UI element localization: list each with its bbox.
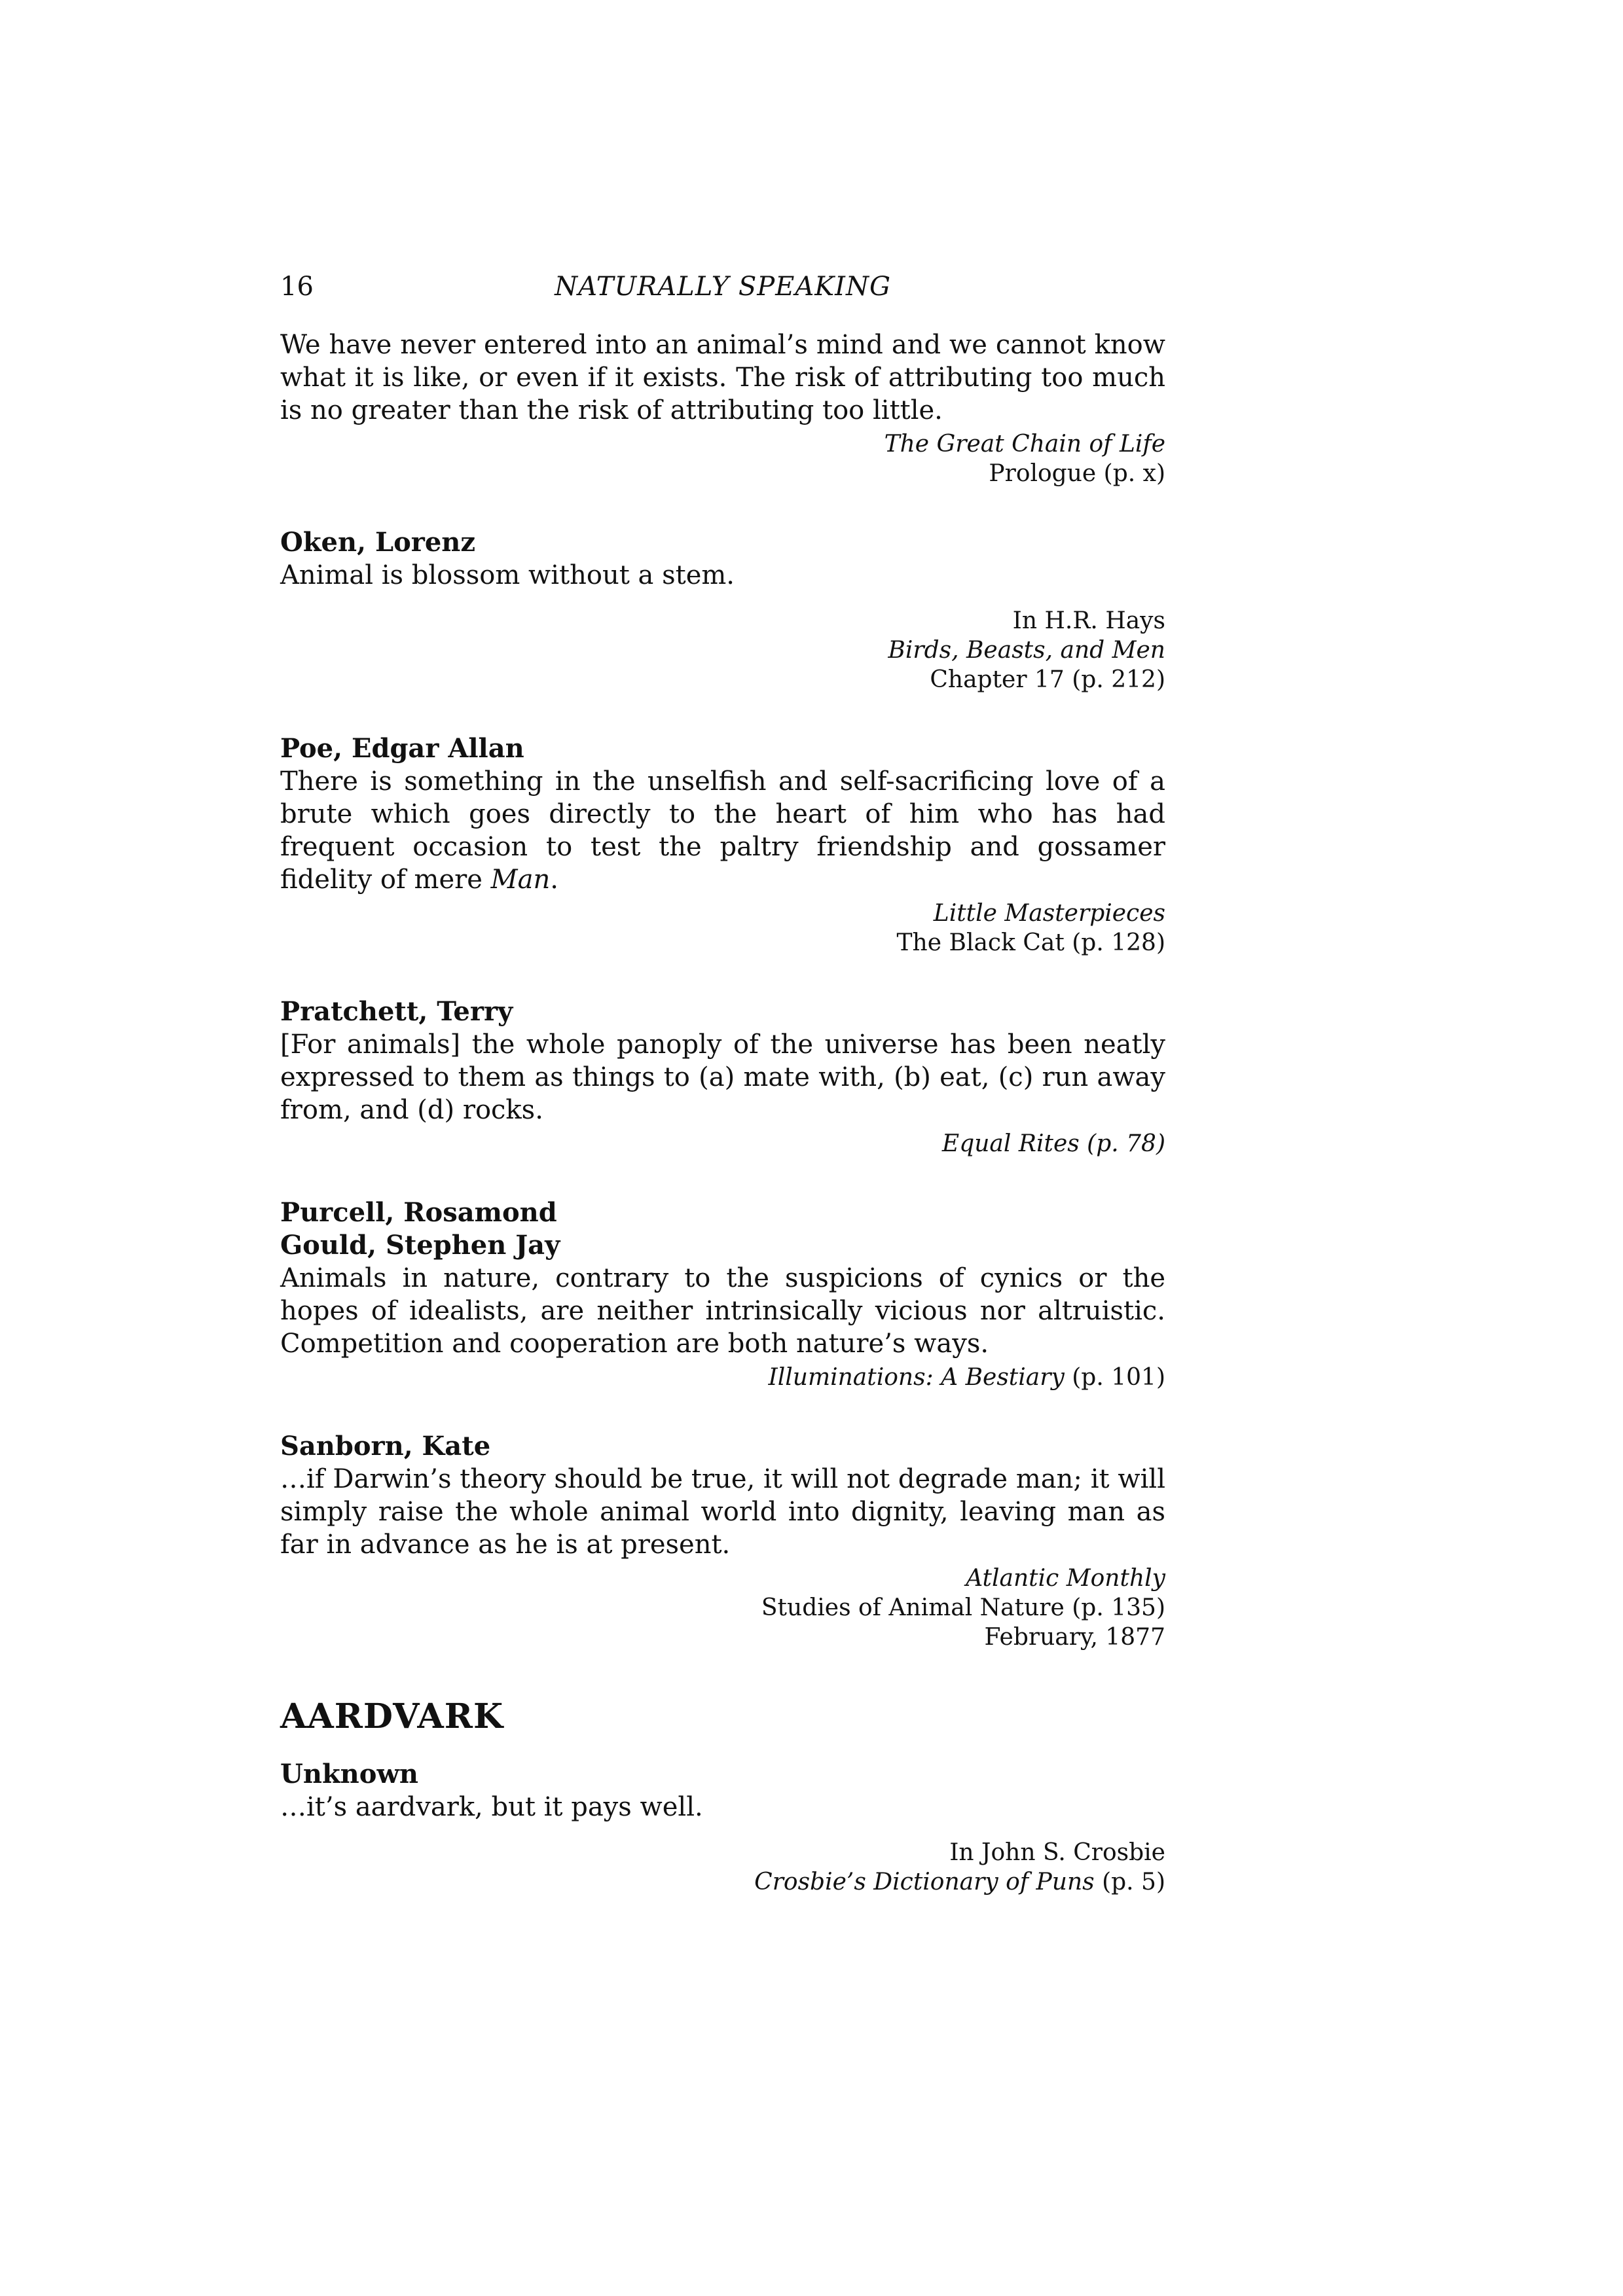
quote-entry — [280, 732, 1165, 958]
citation-detail: Chapter 17 (p. 212) — [930, 666, 1165, 693]
quote-text — [280, 765, 1165, 896]
quote-text: …it’s aardvark, but it pays well. — [280, 1792, 703, 1822]
quote-text: [For animals] the whole panoply of the universe has been neatly expressed to them as things to (a) mate with, (b) eat, (c) run away from, and (d) rocks. — [280, 1030, 1165, 1125]
quote-entry — [280, 526, 1165, 694]
citation — [280, 1363, 1165, 1392]
author-name: Unknown — [280, 1759, 418, 1789]
citation — [280, 606, 1165, 694]
quote-text-part: There is something in the unselfish and self-sacrificing love of a brute which goes directly to the heart of him who has had frequent occasion to test the paltry friendship and gossamer fidelity of mere — [280, 766, 1165, 895]
quote-entry — [280, 1430, 1165, 1652]
citation-title: The Great Chain of Life — [884, 431, 1165, 457]
page-content — [280, 329, 1165, 1897]
quote-entry — [280, 1196, 1165, 1392]
running-title: NATURALLY SPEAKING — [555, 272, 891, 302]
quote-emphasis: Man — [490, 865, 551, 895]
quote-text: We have never entered into an animal’s mind and we cannot know what it is like, or even if it exists. The risk of attributing too much is no greater than the risk of attributing too little. — [280, 330, 1165, 425]
quote-entry — [280, 996, 1165, 1158]
author-name: Poe, Edgar Allan — [280, 733, 524, 764]
coauthor-name: Gould, Stephen Jay — [280, 1230, 560, 1261]
citation-title: Illuminations: A Bestiary — [768, 1364, 1065, 1391]
running-header — [280, 267, 1165, 306]
author-name: Sanborn, Kate — [280, 1431, 491, 1462]
author-name: Purcell, Rosamond — [280, 1197, 557, 1228]
citation-in: In John S. Crosbie — [949, 1839, 1165, 1866]
quote-text-end: . — [550, 865, 558, 895]
citation-date: February, 1877 — [984, 1624, 1165, 1651]
intro-entry — [280, 329, 1165, 488]
citation-title: Crosbie’s Dictionary of Puns — [754, 1869, 1095, 1895]
citation-title: Atlantic Monthly — [966, 1565, 1165, 1592]
citation-detail: (p. 101) — [1064, 1364, 1165, 1391]
quote-text: Animal is blossom without a stem. — [280, 560, 735, 590]
quote-entry — [280, 1758, 1165, 1897]
citation-detail: Studies of Animal Nature (p. 135) — [761, 1594, 1165, 1621]
citation — [280, 1838, 1165, 1897]
page-number: 16 — [280, 272, 314, 302]
citation — [280, 899, 1165, 958]
citation-title: Little Masterpieces — [933, 900, 1165, 927]
citation-title: Equal Rites (p. 78) — [941, 1130, 1165, 1157]
quote-text: Animals in nature, contrary to the suspicions of cynics or the hopes of idealists, are neither intrinsically vicious nor altruistic. Competition and cooperation are both nature’s ways. — [280, 1263, 1165, 1359]
quote-text: …if Darwin’s theory should be true, it will not degrade man; it will simply raise the whole animal world into dignity, leaving man as far in advance as he is at present. — [280, 1464, 1165, 1560]
citation-detail: The Black Cat (p. 128) — [896, 929, 1165, 956]
author-name: Oken, Lorenz — [280, 527, 476, 558]
citation-line — [280, 1867, 1165, 1897]
citation-detail: (p. 5) — [1094, 1869, 1165, 1895]
citation — [280, 1129, 1165, 1158]
citation-line — [280, 1363, 1165, 1392]
citation-in: In H.R. Hays — [1012, 607, 1165, 634]
citation-detail: Prologue (p. x) — [989, 460, 1165, 487]
author-name: Pratchett, Terry — [280, 996, 513, 1027]
citation-title: Birds, Beasts, and Men — [888, 637, 1165, 664]
section-heading: AARDVARK — [280, 1696, 504, 1736]
citation — [280, 1564, 1165, 1652]
citation — [280, 429, 1165, 488]
